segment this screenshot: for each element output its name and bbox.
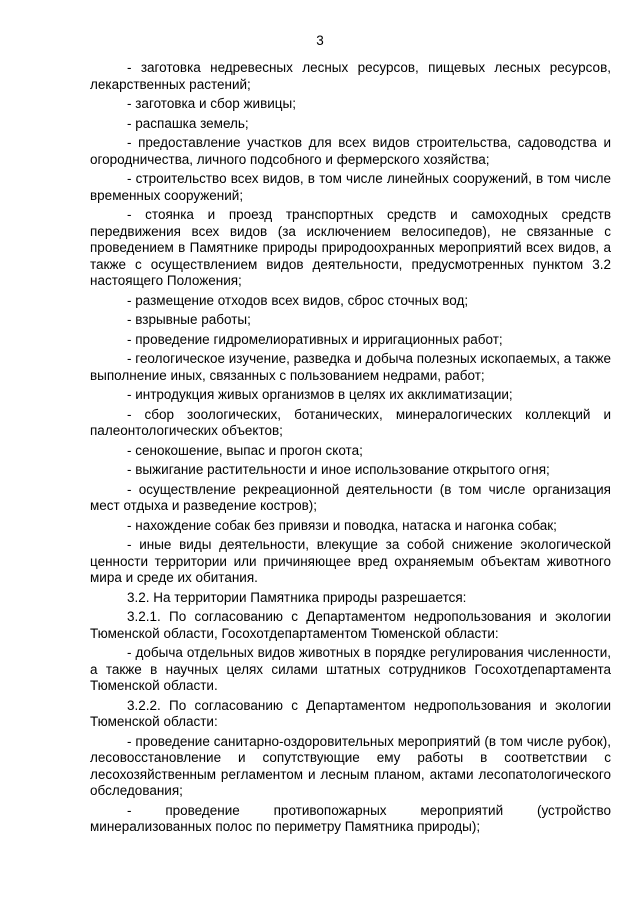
paragraph: - иные виды деятельности, влекущие за собой снижение экологической ценности территории или причиняющее вред охраняемым объектам животного мира и среде их обитания. <box>90 537 611 585</box>
paragraph: - размещение отходов всех видов, сброс сточных вод; <box>127 292 469 308</box>
paragraph: - добыча отдельных видов животных в порядке регулирования численности, а также в научных целях силами штатных сотрудников Госохотдепартамента Тюменской области. <box>90 645 611 693</box>
paragraph: - взрывные работы; <box>127 312 251 327</box>
paragraph: - стоянка и проезд транспортных средств и самоходных средств передвижения всех видов (за исключением велосипедов), не связанные с проведением в Памятнике природы природоохранных мероприятий всех видов, а также с осуществлением видов деятельности, предусмотренных пунктом 3.2 настоящего Положения; <box>90 207 611 288</box>
paragraph: - строительство всех видов, в том числе линейных сооружений, в том числе временных сооружений; <box>90 171 611 203</box>
paragraph: - сбор зоологических, ботанических, минералогических коллекций и палеонтологических объектов; <box>90 406 611 438</box>
paragraph: - нахождение собак без привязи и поводка, натаска и нагонка собак; <box>127 517 557 533</box>
paragraph: - проведение санитарно-оздоровительных мероприятий (в том числе рубок), лесовосстановление и сопутствующие ему работы в соответствии с лесохозяйственным регламентом и лесным планом, актами лесопатологического обследования; <box>90 733 611 798</box>
paragraph: - проведение гидромелиоративных и ирригационных работ; <box>127 331 503 347</box>
paragraph: - заготовка и сбор живицы; <box>127 96 296 111</box>
paragraph: - распашка земель; <box>127 115 249 131</box>
subsection-heading: 3.2.2. По согласованию с Департаментом недропользования и экологии Тюменской области: <box>90 697 611 729</box>
section-heading: 3.2. На территории Памятника природы разрешается: <box>127 589 467 605</box>
paragraph: - проведение противопожарных мероприятий (устройство минерализованных полос по периметру Памятника природы); <box>90 802 611 834</box>
paragraph: - осуществление рекреационной деятельности (в том числе организация мест отдыха и разведение костров); <box>90 481 611 513</box>
page-number: 3 <box>316 33 324 48</box>
paragraph: - сенокошение, выпас и прогон скота; <box>127 442 363 458</box>
paragraph: - предоставление участков для всех видов строительства, садоводства и огородничества, личного подсобного и фермерского хозяйства; <box>90 135 611 167</box>
subsection-heading: 3.2.1. По согласованию с Департаментом недропользования и экологии Тюменской области, Госохотдепартаментом Тюменской области: <box>90 609 611 641</box>
document-body <box>90 60 611 839</box>
paragraph: - геологическое изучение, разведка и добыча полезных ископаемых, а также выполнение иных, связанных с пользованием недрами, работ; <box>90 351 611 383</box>
paragraph: - заготовка недревесных лесных ресурсов, пищевых лесных ресурсов, лекарственных растений; <box>90 60 611 92</box>
paragraph: - интродукция живых организмов в целях их акклиматизации; <box>127 387 513 402</box>
paragraph: - выжигание растительности и иное использование открытого огня; <box>127 462 550 477</box>
